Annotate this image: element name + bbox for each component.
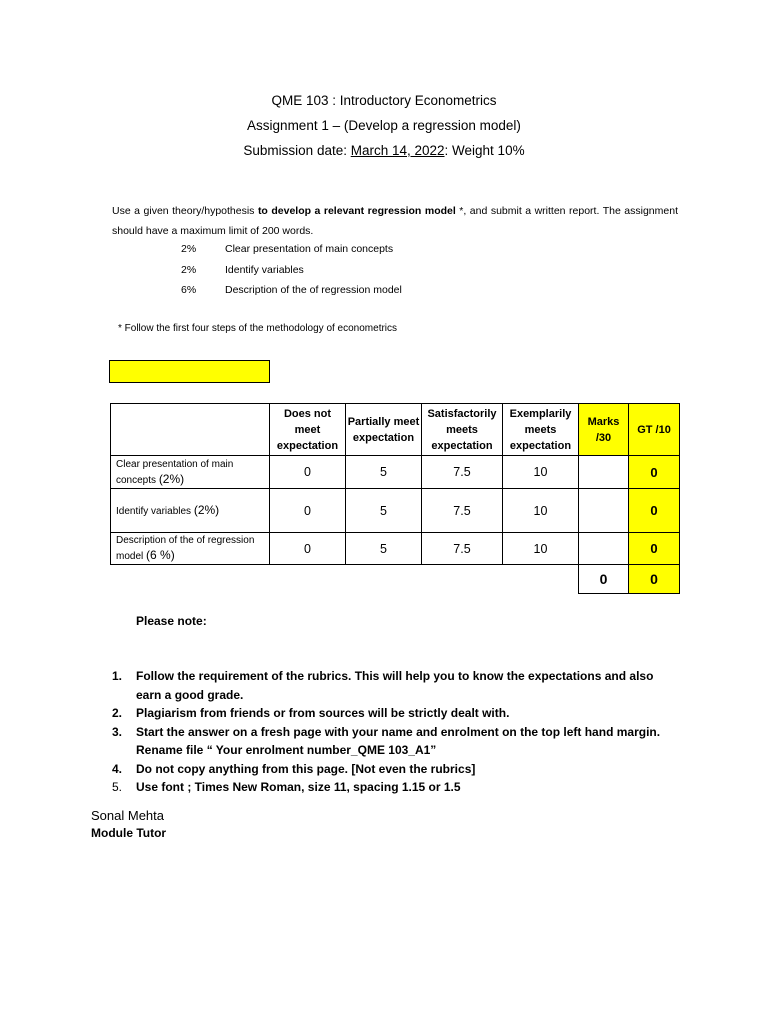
list-item bbox=[110, 723, 680, 760]
score-cell: 0 bbox=[270, 456, 346, 489]
row-weight: (2%) bbox=[158, 471, 185, 486]
course-title: QME 103 : Introductory Econometrics bbox=[271, 93, 497, 108]
marks-cell bbox=[579, 489, 629, 533]
weight-label: Identify variables bbox=[225, 264, 304, 276]
gt-cell: 0 bbox=[629, 533, 680, 565]
intro-bold-text: to develop a relevant regression model bbox=[257, 205, 456, 217]
marks-cell bbox=[579, 533, 629, 565]
item-text: Plagiarism from friends or from sources will be strictly dealt with. bbox=[136, 706, 510, 720]
weight-pct: 2% bbox=[181, 264, 197, 276]
row-label bbox=[111, 533, 270, 565]
item-number: 5. bbox=[112, 780, 123, 794]
blank-cell bbox=[111, 565, 270, 594]
list-item bbox=[110, 667, 680, 704]
header-does-not-meet: Does not meet expectation bbox=[270, 404, 346, 456]
total-gt: 0 bbox=[629, 565, 680, 594]
gt-cell: 0 bbox=[629, 456, 680, 489]
item-text: Start the answer on a fresh page with your name and enrolment on the top left hand margin. Rename file “ Your enrolment number_QME 103_A1” bbox=[136, 724, 661, 757]
item-text: Use font ; Times New Roman, size 11, spacing 1.15 or 1.5 bbox=[136, 780, 461, 794]
weight-pct: 2% bbox=[181, 243, 197, 255]
submission-prefix: Submission date: bbox=[243, 143, 351, 158]
score-cell: 0 bbox=[270, 533, 346, 565]
score-cell: 10 bbox=[503, 533, 579, 565]
blank-cell bbox=[270, 565, 346, 594]
tutor-role: Module Tutor bbox=[91, 826, 167, 840]
weight-label: Clear presentation of main concepts bbox=[225, 243, 394, 255]
rubric-table bbox=[110, 403, 680, 594]
row-weight: (6 %) bbox=[146, 548, 175, 562]
weight-text: : Weight 10% bbox=[444, 143, 525, 158]
total-marks: 0 bbox=[579, 565, 629, 594]
score-cell: 5 bbox=[346, 489, 422, 533]
item-number: 1. bbox=[112, 669, 123, 683]
blank-cell bbox=[503, 565, 579, 594]
row-label-text: Clear presentation of main concepts bbox=[116, 458, 234, 486]
weight-item bbox=[181, 284, 402, 296]
list-item bbox=[110, 704, 680, 723]
weight-item bbox=[181, 243, 393, 255]
header-exemplarily-meets: Exemplarily meets expectation bbox=[503, 404, 579, 456]
item-number: 2. bbox=[112, 706, 123, 720]
score-cell: 10 bbox=[503, 456, 579, 489]
submission-line bbox=[0, 143, 768, 158]
score-cell: 0 bbox=[270, 489, 346, 533]
assignment-title: Assignment 1 – (Develop a regression model) bbox=[247, 118, 521, 133]
weight-item bbox=[181, 264, 304, 276]
gt-cell: 0 bbox=[629, 489, 680, 533]
notes-list bbox=[110, 667, 680, 797]
total-row bbox=[111, 565, 680, 594]
header-gt: GT /10 bbox=[629, 404, 680, 456]
list-item bbox=[110, 760, 680, 779]
weight-label: Description of the of regression model bbox=[225, 284, 402, 296]
table-header-row bbox=[111, 404, 680, 456]
item-number: 4. bbox=[112, 761, 123, 776]
tutor-name: Sonal Mehta bbox=[91, 808, 164, 823]
score-cell: 7.5 bbox=[422, 456, 503, 489]
row-label-text: Description of the of regression model bbox=[116, 535, 255, 562]
highlight-box bbox=[109, 360, 270, 383]
table-row bbox=[111, 489, 680, 533]
score-cell: 10 bbox=[503, 489, 579, 533]
blank-cell bbox=[422, 565, 503, 594]
table-row bbox=[111, 533, 680, 565]
header-marks: Marks /30 bbox=[579, 404, 629, 456]
row-label bbox=[111, 456, 270, 489]
blank-cell bbox=[346, 565, 422, 594]
score-cell: 5 bbox=[346, 456, 422, 489]
header-partially-meet: Partially meet expectation bbox=[346, 404, 422, 456]
item-text: Do not copy anything from this page. [Not even the rubrics] bbox=[136, 761, 476, 776]
intro-text-after: *, and submit a written report. The assignment should have a maximum limit of 200 words. bbox=[112, 205, 678, 237]
row-label-text: Identify variables bbox=[116, 505, 192, 517]
item-number: 3. bbox=[112, 724, 123, 739]
list-item bbox=[110, 778, 680, 797]
submission-date: March 14, 2022 bbox=[350, 143, 445, 158]
header-satisfactorily-meets: Satisfactorily meets expectation bbox=[422, 404, 503, 456]
score-cell: 7.5 bbox=[422, 533, 503, 565]
table-row bbox=[111, 456, 680, 489]
row-label bbox=[111, 489, 270, 533]
marks-cell bbox=[579, 456, 629, 489]
intro-paragraph bbox=[112, 201, 678, 241]
header-empty-cell bbox=[111, 404, 270, 456]
row-weight: (2%) bbox=[193, 502, 220, 517]
intro-text-before: Use a given theory/hypothesis bbox=[112, 205, 258, 217]
notes-title: Please note: bbox=[136, 614, 207, 628]
score-cell: 5 bbox=[346, 533, 422, 565]
item-text: Follow the requirement of the rubrics. This will help you to know the expectations and also earn a good grade. bbox=[136, 669, 654, 702]
footnote: * Follow the first four steps of the methodology of econometrics bbox=[118, 323, 398, 334]
weight-pct: 6% bbox=[181, 284, 197, 296]
score-cell: 7.5 bbox=[422, 489, 503, 533]
